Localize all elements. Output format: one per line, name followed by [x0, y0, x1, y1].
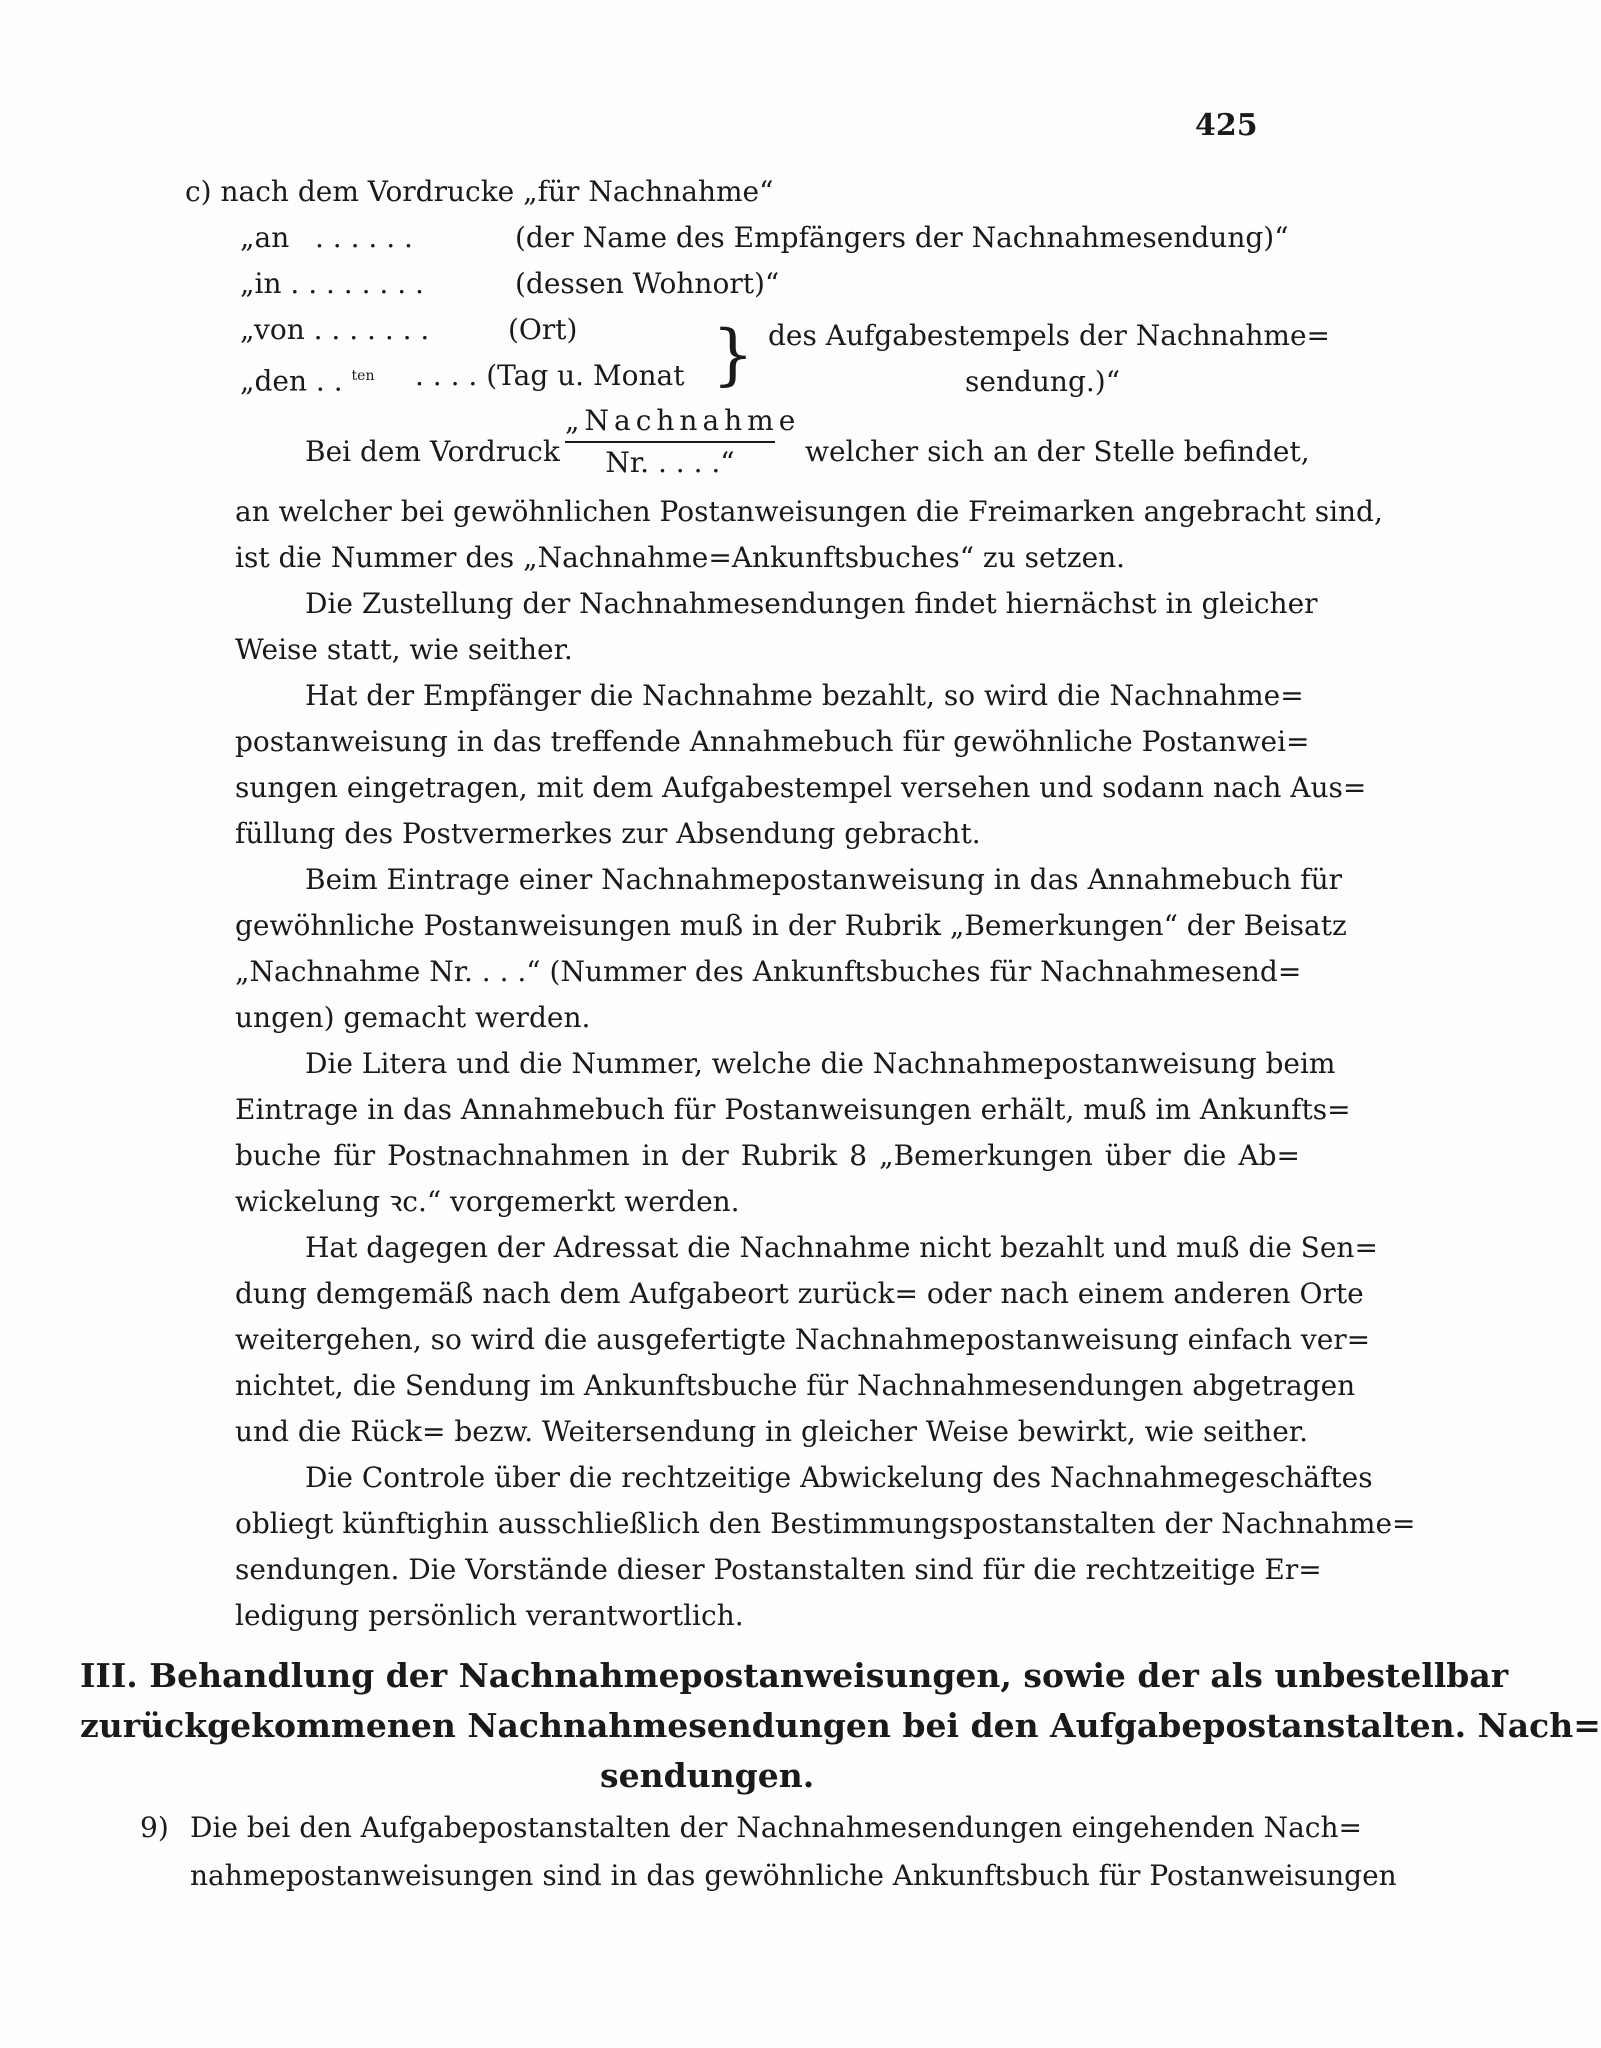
paragraph-line: postanweisung in das treffende Annahmebuch für gewöhnliche Postanwei= [235, 725, 1310, 758]
paragraph-line: Hat dagegen der Adressat die Nachnahme nicht bezahlt und muß die Sen= [305, 1231, 1378, 1264]
paragraph-line: Weise statt, wie seither. [235, 633, 573, 666]
form-von-label: „von . . . . . . . [240, 313, 430, 346]
form-den-label [240, 356, 374, 401]
form-line-c: c) nach dem Vordrucke „für Nachnahme“ [185, 175, 774, 208]
paragraph-line: nichtet, die Sendung im Ankunftsbuche für Nachnahmesendungen abgetragen [235, 1369, 1356, 1402]
form-an-dots: . . . . . . [315, 221, 413, 254]
form-brace-text-2: sendung.)“ [965, 365, 1121, 398]
paragraph-line: gewöhnliche Postanweisungen muß in der Rubrik „Bemerkungen“ der Beisatz [235, 909, 1347, 942]
page-number: 425 [1195, 108, 1258, 143]
form-den-sup: ten [351, 368, 375, 384]
item-9-line-1: Die bei den Aufgabepostanstalten der Nachnahmesendungen eingehenden Nach= [190, 1811, 1362, 1844]
fraction-rule [565, 441, 775, 443]
form-brace-text-1: des Aufgabestempels der Nachnahme= [768, 319, 1330, 352]
section-heading-line-1: III. Behandlung der Nachnahmepostanweisungen, sowie der als unbestellbar [80, 1656, 1509, 1695]
paragraph-line: Die Controle über die rechtzeitige Abwickelung des Nachnahmegeschäftes [305, 1461, 1373, 1494]
paragraph-line: Hat der Empfänger die Nachnahme bezahlt, so wird die Nachnahme= [305, 679, 1304, 712]
paragraph-line: und die Rück= bezw. Weitersendung in gleicher Weise bewirkt, wie seither. [235, 1415, 1308, 1448]
section-heading-line-2: zurückgekommenen Nachnahmesendungen bei den Aufgabepostanstalten. Nach= [80, 1706, 1601, 1745]
paragraph-line: füllung des Postvermerkes zur Absendung gebracht. [235, 817, 981, 850]
form-in-label: „in . . . . . . . . [240, 267, 424, 300]
form-an-note: (der Name des Empfängers der Nachnahmesendung)“ [515, 221, 1289, 254]
paragraph-line: Die Litera und die Nummer, welche die Nachnahmepostanweisung beim [305, 1047, 1336, 1080]
paragraph-line: ledigung persönlich verantwortlich. [235, 1599, 744, 1632]
paragraph-line: weitergehen, so wird die ausgefertigte Nachnahmepostanweisung einfach ver= [235, 1323, 1371, 1356]
paragraph-line: obliegt künftighin ausschließlich den Bestimmungspostanstalten der Nachnahme= [235, 1507, 1416, 1540]
paragraph-line: sendungen. Die Vorstände dieser Postanstalten sind für die rechtzeitige Er= [235, 1553, 1322, 1586]
paragraph-line: ist die Nummer des „Nachnahme=Ankunftsbuches“ zu setzen. [235, 541, 1126, 574]
form-den-text: „den . . [240, 364, 352, 398]
fraction-top: „Nachnahme [565, 404, 801, 437]
paragraph-line: buche für Postnachnahmen in der Rubrik 8 „Bemerkungen über die Ab= [235, 1139, 1300, 1172]
curly-brace: } [712, 316, 754, 393]
section-heading-line-3: sendungen. [600, 1756, 815, 1795]
form-an-label: „an [240, 221, 290, 254]
paragraph-line: Die Zustellung der Nachnahmesendungen findet hiernächst in gleicher [305, 587, 1318, 620]
paragraph-line: Beim Eintrage einer Nachnahmepostanweisung in das Annahmebuch für [305, 863, 1343, 896]
form-den-note: . . . . (Tag u. Monat [415, 359, 685, 392]
fraction-bottom: Nr. . . . .“ [605, 446, 735, 479]
vordruck-lead: Bei dem Vordruck [305, 435, 560, 468]
paragraph-line: wickelung ꝛc.“ vorgemerkt werden. [235, 1185, 740, 1218]
item-number: 9) [140, 1811, 169, 1844]
paragraph-line: dung demgemäß nach dem Aufgabeort zurück= oder nach einem anderen Orte [235, 1277, 1364, 1310]
paragraph-line: an welcher bei gewöhnlichen Postanweisungen die Freimarken angebracht sind, [235, 495, 1383, 528]
paragraph-line: sungen eingetragen, mit dem Aufgabestempel versehen und sodann nach Aus= [235, 771, 1367, 804]
nachnahme-fraction [565, 403, 801, 481]
form-in-note: (dessen Wohnort)“ [515, 267, 780, 300]
item-9-line-2: nahmepostanweisungen sind in das gewöhnliche Ankunftsbuch für Postanweisungen [190, 1859, 1397, 1892]
paragraph-line: „Nachnahme Nr. . . .“ (Nummer des Ankunftsbuches für Nachnahmesend= [235, 955, 1302, 988]
paragraph-line: Eintrage in das Annahmebuch für Postanweisungen erhält, muß im Ankunfts= [235, 1093, 1351, 1126]
paragraph-line: ungen) gemacht werden. [235, 1001, 591, 1034]
vordruck-trail: welcher sich an der Stelle befindet, [805, 435, 1310, 468]
form-von-note: (Ort) [508, 313, 578, 346]
